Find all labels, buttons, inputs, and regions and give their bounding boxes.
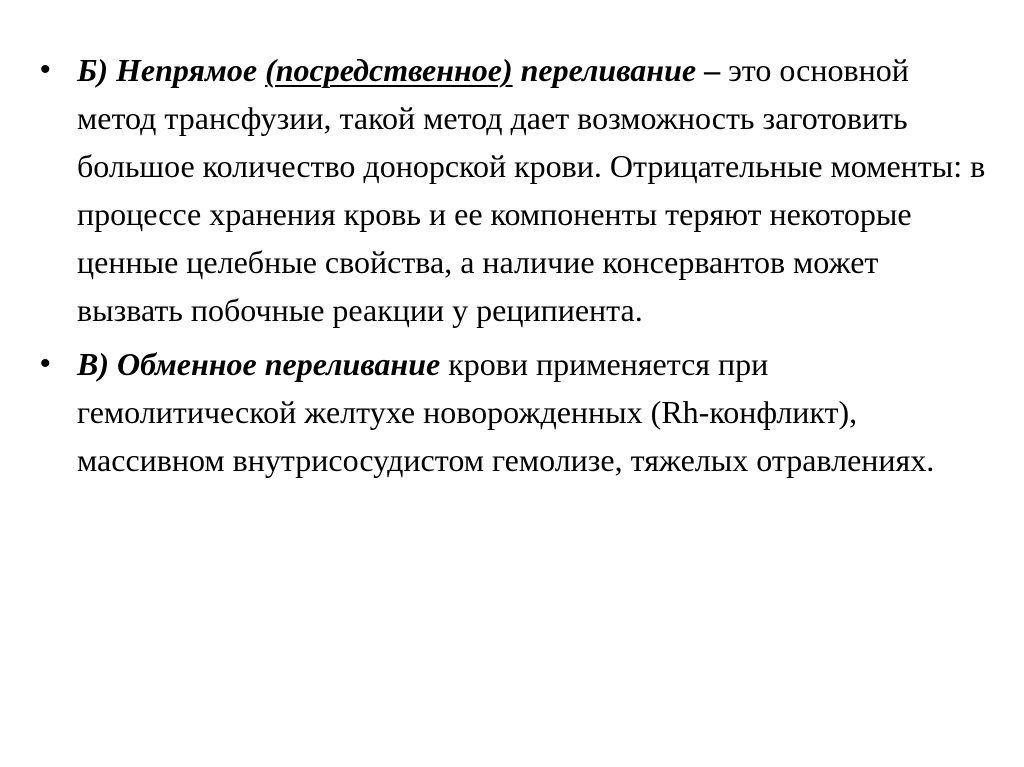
lead-term [77, 52, 696, 88]
lead-term: В) Обменное переливание [77, 346, 441, 382]
bullet-icon: • [40, 53, 51, 86]
em-dash: – [696, 52, 721, 88]
bullet-text [77, 340, 990, 484]
bullet-item-exchange-transfusion [30, 340, 990, 484]
bullet-body: это основной метод трансфузии, такой метод дает возможность заготовить большое количество донорской крови. Отрицательные моменты: в процессе хранения кровь и ее компоненты теряют некоторые ценные целебные свойства, а наличие консервантов может вызвать побочные реакции у реципиента. [77, 52, 986, 328]
lead-term-prefix: Б) Непрямое [77, 52, 266, 88]
lead-term-suffix: переливание [512, 52, 697, 88]
bullet-list [30, 46, 990, 484]
bullet-text [77, 46, 990, 334]
bullet-item-indirect-transfusion [30, 46, 990, 334]
bullet-icon: • [40, 347, 51, 380]
bullet-body: крови применяется при гемолитической желтухе новорожденных (Rh-конфликт), массивном внутрисосудистом гемолизе, тяжелых отравлениях. [77, 346, 935, 478]
lead-term-underlined: (посредственное) [265, 52, 513, 88]
